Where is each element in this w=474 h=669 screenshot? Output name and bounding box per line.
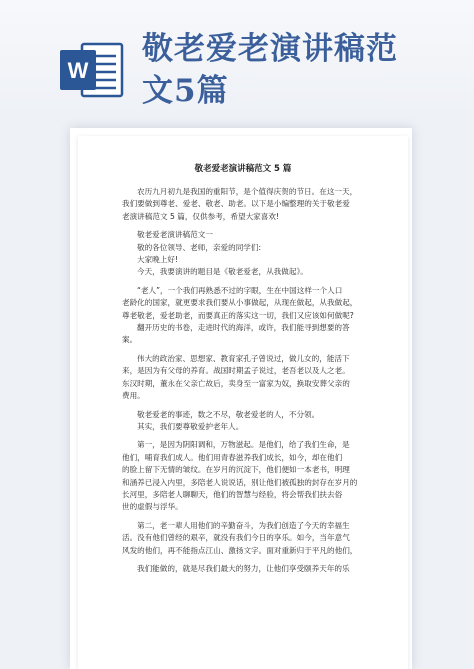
paragraph-line: 大家晚上好!: [137, 255, 179, 265]
page-title: [142, 28, 462, 112]
paragraph-line: 我们能做的，就是尽我们最大的努力，让他们享受颐养天年的乐: [137, 563, 350, 573]
section-heading: 敬老爱老演讲稿范文一: [137, 230, 213, 240]
paragraph-line: 第二，老一辈人用他们的辛勤奋斗，为我们创造了今天的幸福生: [137, 520, 350, 530]
page-title-line2: 文5篇: [142, 73, 229, 109]
paragraph-line: 活。没有他们曾经的艰辛，就没有我们今日的享乐。如今，当年意气: [122, 533, 350, 543]
paragraph-line: 的脸上留下无情的皱纹。在岁月的沉淀下，他们便如一本老书，明理: [122, 465, 350, 475]
paragraph-line: 风发的他们，再不能指点江山、激扬文字。面对重新归于平凡的他们，: [122, 545, 358, 555]
paragraph-line: 来，是因为有父母的养育。战国时期孟子说过，老吾老以及人之老。: [122, 366, 350, 376]
paragraph-line: 案。: [122, 335, 138, 345]
paragraph-line: 世的虚假与浮华。: [122, 502, 183, 512]
paragraph-line: 翻开历史的书卷，走进时代的海洋，或许，我们能寻到想要的答: [137, 323, 350, 333]
paragraph-line: 其实，我们要尊敬爱护老年人。: [137, 421, 244, 431]
document-page: [78, 136, 408, 669]
paragraph-line: 今天，我要演讲的题目是《敬老爱老，从我做起》。: [137, 267, 308, 277]
word-document-icon: [56, 40, 128, 100]
paragraph-line: 第一，是因为阴阳调和，万物滋起。是他们，给了我们生命，是: [137, 440, 350, 450]
paragraph-line: 老龄化的国家，就更要求我们要从小事做起，从现在做起，从我做起，: [122, 298, 358, 308]
paragraph-line: 敬老爱老的事迹，数之不尽，敬老爱老的人，不分领。: [137, 409, 320, 419]
paragraph-line: 长河里，多陪老人聊聊天，他们的智慧与经验，将会帮我们扶去俗: [122, 489, 343, 499]
paragraph-line: 费用。: [122, 391, 145, 401]
document-title: 敬老爱老演讲稿范文 5 篇: [194, 164, 292, 174]
paragraph-line: 东汉时期，董永在父亲亡故后，卖身至一富家为奴，换取安葬父亲的: [122, 378, 350, 388]
page-title-line1: 敬老爱老演讲稿范: [142, 31, 398, 67]
paragraph-line: 农历九月初九是我国的重阳节，是个值得庆贺的节日。在这一天，: [137, 187, 358, 196]
paragraph-line: 尊老敬老，爱老助老，而要真正的落实这一切，我们又应该如何做呢?: [122, 310, 354, 320]
paragraph-line: 伟大的政治家、思想家、教育家孔子曾说过，做儿女的，能活下: [137, 353, 350, 363]
document-body: [122, 186, 368, 575]
paragraph-line: 他们，哺育我们成人。他们用青春滋养我们成长，如今，却在他们: [122, 452, 343, 462]
paragraph-line: 敬的各位领导、老师，亲爱的同学们:: [137, 242, 262, 252]
paragraph-line: 老演讲稿范文 5 篇，仅供参考，希望大家喜欢!: [122, 211, 279, 221]
header-banner: [0, 0, 474, 118]
paragraph-line: 和涵养已浸入内里，多陪老人说说话，别让他们被孤独的封存在岁月的: [122, 477, 358, 487]
paragraph-line: “老人”，一个我们再熟悉不过的字眼，生在中国这样一个人口: [137, 285, 343, 295]
word-logo-letter: W: [67, 58, 89, 83]
paragraph-line: 我们要做到尊老、爱老、敬老、助老。以下是小编整理的关于敬老爱: [122, 199, 350, 209]
